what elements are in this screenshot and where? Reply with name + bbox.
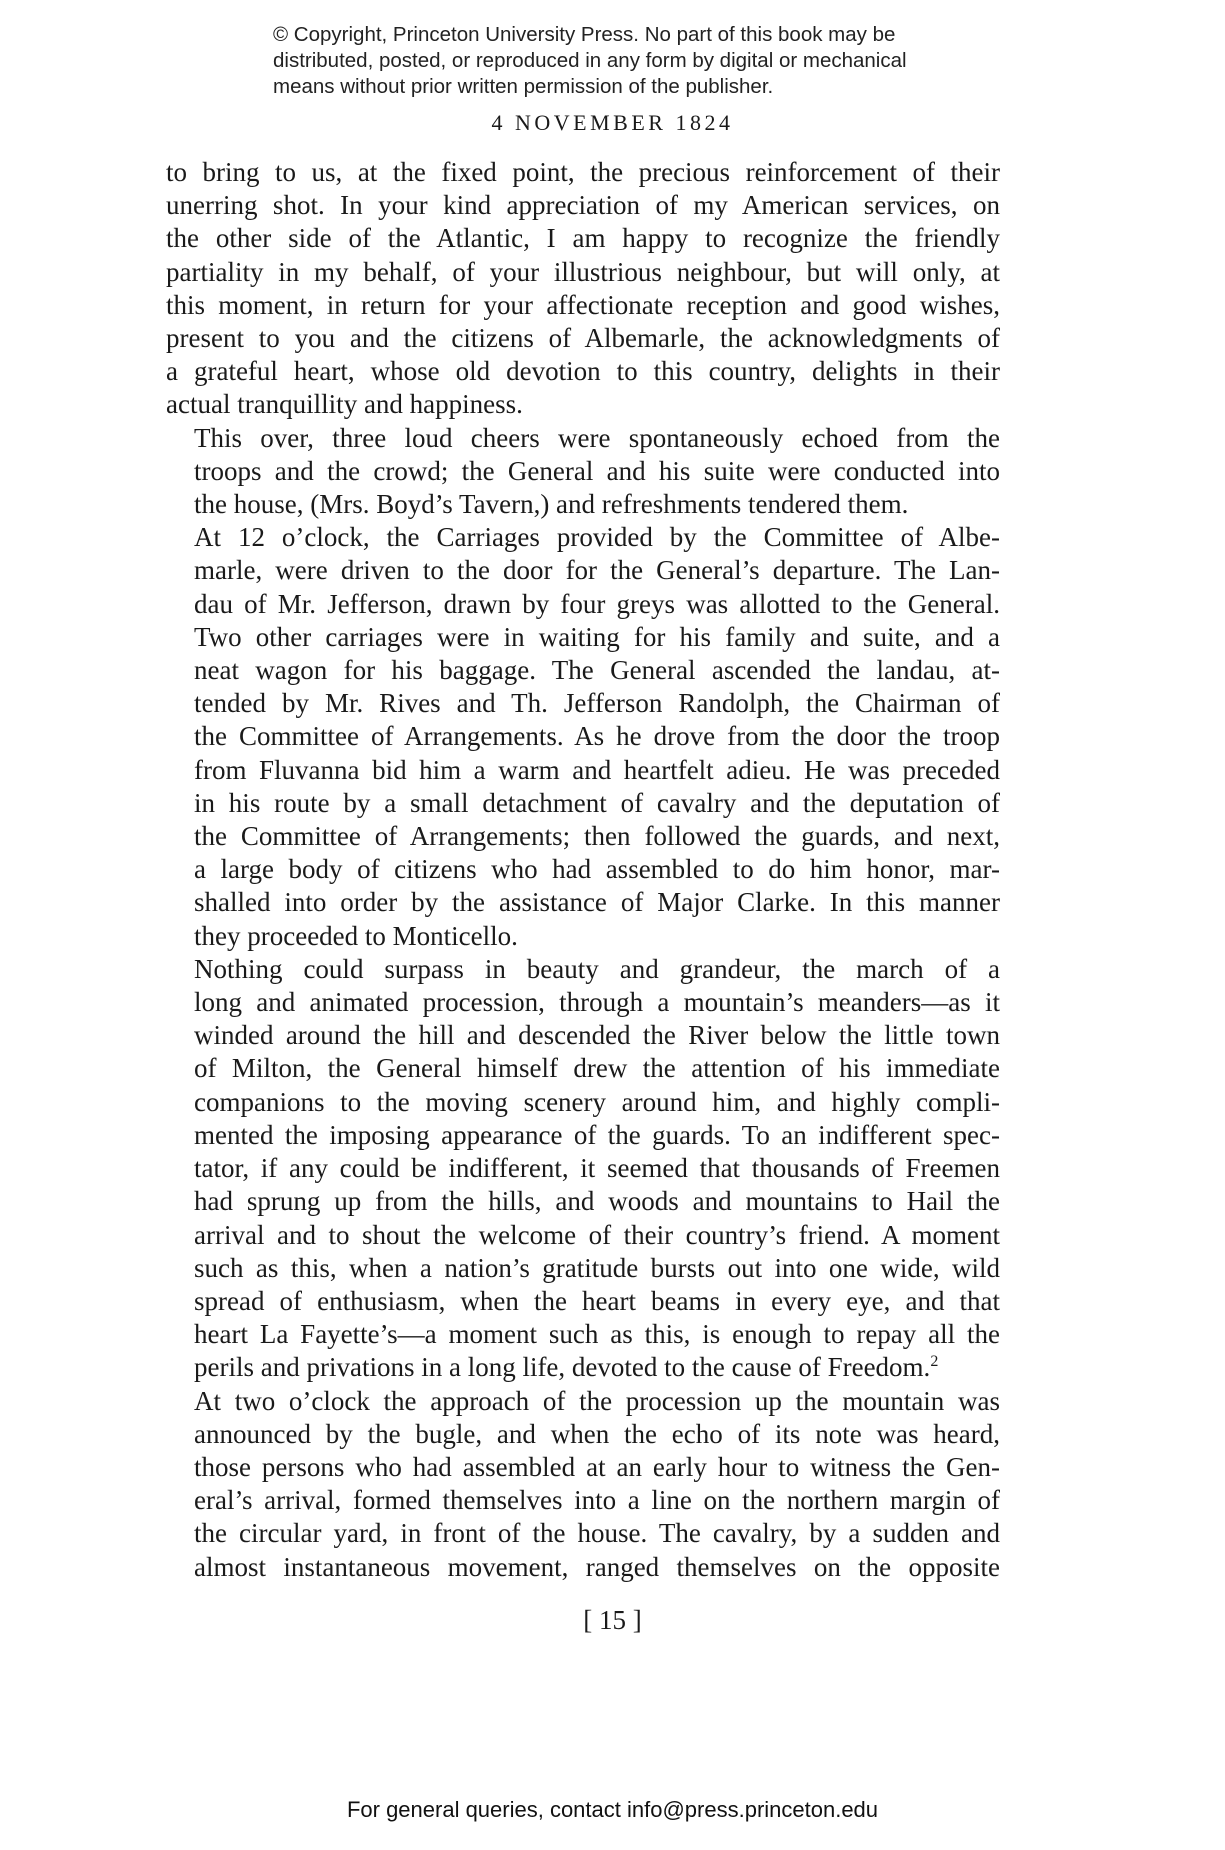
text-line <box>166 1152 1000 1185</box>
text-line-content: winded around the hill and descended the River below the little town <box>194 1020 1000 1051</box>
text-line <box>166 886 1000 919</box>
text-line-content: from Fluvanna bid him a warm and heartfelt adieu. He was preceded <box>194 754 1000 785</box>
text-line <box>166 156 1000 189</box>
text-line-content: in his route by a small detachment of cavalry and the deputation of <box>194 787 1000 818</box>
text-line <box>166 1418 1000 1451</box>
text-line-content: shalled into order by the assistance of Major Clarke. In this manner <box>194 887 1000 918</box>
paragraph <box>166 953 1000 1385</box>
text-line-content: the house, (Mrs. Boyd’s Tavern,) and refreshments tendered them. <box>194 489 909 520</box>
text-line-content: dau of Mr. Jefferson, drawn by four greys was allotted to the General. <box>194 588 1000 619</box>
paragraph <box>166 156 1000 422</box>
text-line-content: At two o’clock the approach of the procession up the mountain was <box>194 1385 1000 1416</box>
paragraph <box>166 422 1000 522</box>
text-line-content: tended by Mr. Rives and Th. Jefferson Randolph, the Chairman of <box>194 688 1000 719</box>
text-line-content: heart La Fayette’s—a moment such as this, is enough to repay all the <box>194 1319 1000 1350</box>
text-line-content: companions to the moving scenery around him, and highly compli- <box>194 1086 1000 1117</box>
text-line <box>166 488 1000 521</box>
footnote-reference[interactable]: 2 <box>930 1353 939 1371</box>
text-line-content: At 12 o’clock, the Carriages provided by the Committee of Albe- <box>194 522 1000 553</box>
text-line <box>166 1451 1000 1484</box>
text-line-content: mented the imposing appearance of the guards. To an indifferent spec- <box>194 1119 1000 1150</box>
copyright-line: distributed, posted, or reproduced in any form by digital or mechanical <box>273 49 907 72</box>
text-line <box>166 1252 1000 1285</box>
text-line-content: they proceeded to Monticello. <box>194 920 518 951</box>
text-line-content: had sprung up from the hills, and woods and mountains to Hail the <box>194 1186 1000 1217</box>
text-line-content: arrival and to shout the welcome of their country’s friend. A moment <box>194 1219 1000 1250</box>
footer-contact: For general queries, contact info@press.princeton.edu <box>346 1797 879 1822</box>
text-line <box>166 787 1000 820</box>
text-line <box>166 621 1000 654</box>
text-line <box>166 355 1000 388</box>
text-line-content: troops and the crowd; the General and his suite were conducted into <box>194 455 1000 486</box>
text-line <box>166 1351 1000 1384</box>
text-line <box>166 521 1000 554</box>
text-line <box>166 687 1000 720</box>
text-line-content: This over, three loud cheers were spontaneously echoed from the <box>194 422 1000 453</box>
text-line-content: actual tranquillity and happiness. <box>166 389 523 420</box>
text-line <box>166 1185 1000 1218</box>
text-line <box>166 455 1000 488</box>
text-line <box>166 422 1000 455</box>
text-line <box>166 388 1000 421</box>
text-line <box>166 754 1000 787</box>
copyright-notice <box>273 22 1033 100</box>
text-line <box>166 189 1000 222</box>
text-line <box>166 986 1000 1019</box>
running-head: 4 NOVEMBER 1824 <box>491 110 734 135</box>
text-line <box>166 1052 1000 1085</box>
text-line-content: this moment, in return for your affectionate reception and good wishes, <box>166 289 1000 320</box>
paragraph <box>166 521 1000 953</box>
text-line <box>166 853 1000 886</box>
text-line-content: almost instantaneous movement, ranged themselves on the opposite <box>194 1551 1000 1582</box>
text-line <box>166 1385 1000 1418</box>
text-line-content: such as this, when a nation’s gratitude bursts out into one wide, wild <box>194 1252 1000 1283</box>
text-line <box>166 289 1000 322</box>
text-line <box>166 953 1000 986</box>
text-line-content: a large body of citizens who had assembled to do him honor, mar- <box>194 854 1000 885</box>
text-line <box>166 1484 1000 1517</box>
text-line <box>166 322 1000 355</box>
text-line-content: present to you and the citizens of Albemarle, the acknowledgments of <box>166 323 1000 354</box>
copyright-line: means without prior written permission of the publisher. <box>273 75 774 98</box>
text-line-content: the Committee of Arrangements. As he drove from the door the troop <box>194 721 1000 752</box>
text-line-content: unerring shot. In your kind appreciation of my American services, on <box>166 190 1000 221</box>
copyright-line: © Copyright, Princeton University Press. No part of this book may be <box>273 23 896 46</box>
text-line-content: of Milton, the General himself drew the attention of his immediate <box>194 1053 1000 1084</box>
text-line <box>166 1119 1000 1152</box>
text-line <box>166 1019 1000 1052</box>
text-line <box>166 1318 1000 1351</box>
text-line-content: the other side of the Atlantic, I am happy to recognize the friendly <box>166 223 1000 254</box>
text-line <box>166 222 1000 255</box>
text-line-content: perils and privations in a long life, devoted to the cause of Freedom. <box>194 1352 931 1383</box>
text-line-content: announced by the bugle, and when the echo of its note was heard, <box>194 1418 1000 1449</box>
text-line-content: Nothing could surpass in beauty and grandeur, the march of a <box>194 953 1000 984</box>
text-line-content: the Committee of Arrangements; then followed the guards, and next, <box>194 821 1000 852</box>
text-line-content: neat wagon for his baggage. The General ascended the landau, at- <box>194 655 1000 686</box>
body-text <box>166 156 1000 1584</box>
text-line-content: eral’s arrival, formed themselves into a line on the northern margin of <box>194 1485 1000 1516</box>
text-line-content: the circular yard, in front of the house. The cavalry, by a sudden and <box>194 1518 1000 1549</box>
page-number: [ 15 ] <box>583 1605 642 1635</box>
text-line-content: to bring to us, at the fixed point, the precious reinforcement of their <box>166 157 1000 187</box>
text-line-content: tator, if any could be indifferent, it seemed that thousands of Freemen <box>194 1153 1000 1184</box>
text-line-content: spread of enthusiasm, when the heart beams in every eye, and that <box>194 1285 1000 1316</box>
text-line-content: marle, were driven to the door for the General’s departure. The Lan- <box>194 555 1000 586</box>
text-line <box>166 1517 1000 1550</box>
text-line <box>166 654 1000 687</box>
text-line <box>166 920 1000 953</box>
text-line-content: those persons who had assembled at an early hour to witness the Gen- <box>194 1451 1000 1482</box>
paragraph <box>166 1385 1000 1584</box>
text-line <box>166 554 1000 587</box>
text-line <box>166 1551 1000 1584</box>
text-line <box>166 1219 1000 1252</box>
text-line <box>166 1086 1000 1119</box>
text-line <box>166 1285 1000 1318</box>
text-line-content: partiality in my behalf, of your illustrious neighbour, but will only, at <box>166 256 1000 287</box>
text-line <box>166 256 1000 289</box>
text-line <box>166 720 1000 753</box>
text-line-content: a grateful heart, whose old devotion to this country, delights in their <box>166 356 1000 387</box>
text-line <box>166 820 1000 853</box>
text-line-content: Two other carriages were in waiting for his family and suite, and a <box>194 621 1000 652</box>
text-line <box>166 588 1000 621</box>
text-line-content: long and animated procession, through a mountain’s meanders—as it <box>194 987 1000 1018</box>
